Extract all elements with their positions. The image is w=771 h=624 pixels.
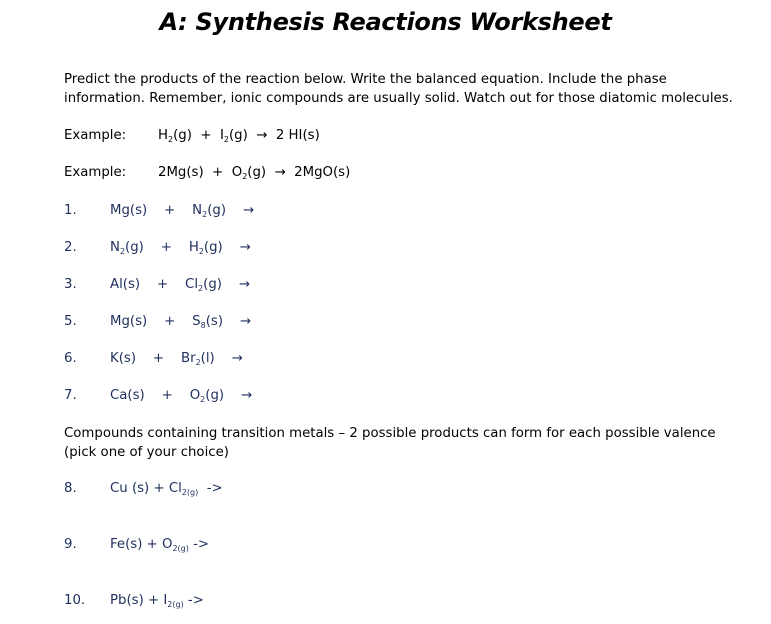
problem-number: 3. (64, 277, 77, 292)
problem-number: 6. (64, 351, 77, 366)
problem-number: 1. (64, 203, 77, 218)
problem-equation: $N_2(g)$ + $H_2(g)$ → (110, 240, 251, 256)
problem-equation: K(s) + $Br_2(l)$ → (110, 351, 243, 367)
transition-metals-note (64, 424, 764, 462)
instructions (64, 70, 744, 108)
transition-note-line-2: (pick one of your choice) (64, 445, 229, 460)
problem-equation: Cu $(s) + Cl_{2(g)}$ -> (110, 481, 223, 497)
example-equation: $2Mg(s) + O_2(g) \to 2MgO(s)$ (158, 165, 351, 181)
problem-number: 8. (64, 481, 77, 496)
problem-number: 7. (64, 388, 77, 403)
problem-equation: Al(s) + $Cl_2(g)$ → (110, 277, 250, 293)
example-equation: $H_2(g) + I_2(g) \to 2$ HI(s) (158, 128, 320, 144)
instructions-line-2: information. Remember, ionic compounds are usually solid. Watch out for those diatomic molecules. (64, 91, 733, 106)
example-label: Example: (64, 165, 127, 180)
problem-equation: $Fe(s) + O_{2(g)}$ -> (110, 537, 210, 553)
problem-equation: Mg(s) + $N_2(g)$ → (110, 203, 255, 219)
instructions-line-1: Predict the products of the reaction below. Write the balanced equation. Include the phase (64, 72, 667, 87)
transition-note-line-1: Compounds containing transition metals – 2 possible products can form for each possible valence (64, 426, 716, 441)
problem-number: 10. (64, 593, 86, 608)
problem-number: 5. (64, 314, 77, 329)
problem-equation: $Pb(s) + I_{2(g)}$ -> (110, 593, 204, 609)
problem-equation: Mg(s) + $S_8(s)$ → (110, 314, 252, 330)
problem-number: 9. (64, 537, 77, 552)
worksheet-title: A: Synthesis Reactions Worksheet (159, 8, 612, 36)
problem-equation: Ca(s) + $O_2(g)$ → (110, 388, 253, 404)
example-label: Example: (64, 128, 127, 143)
problem-number: 2. (64, 240, 77, 255)
